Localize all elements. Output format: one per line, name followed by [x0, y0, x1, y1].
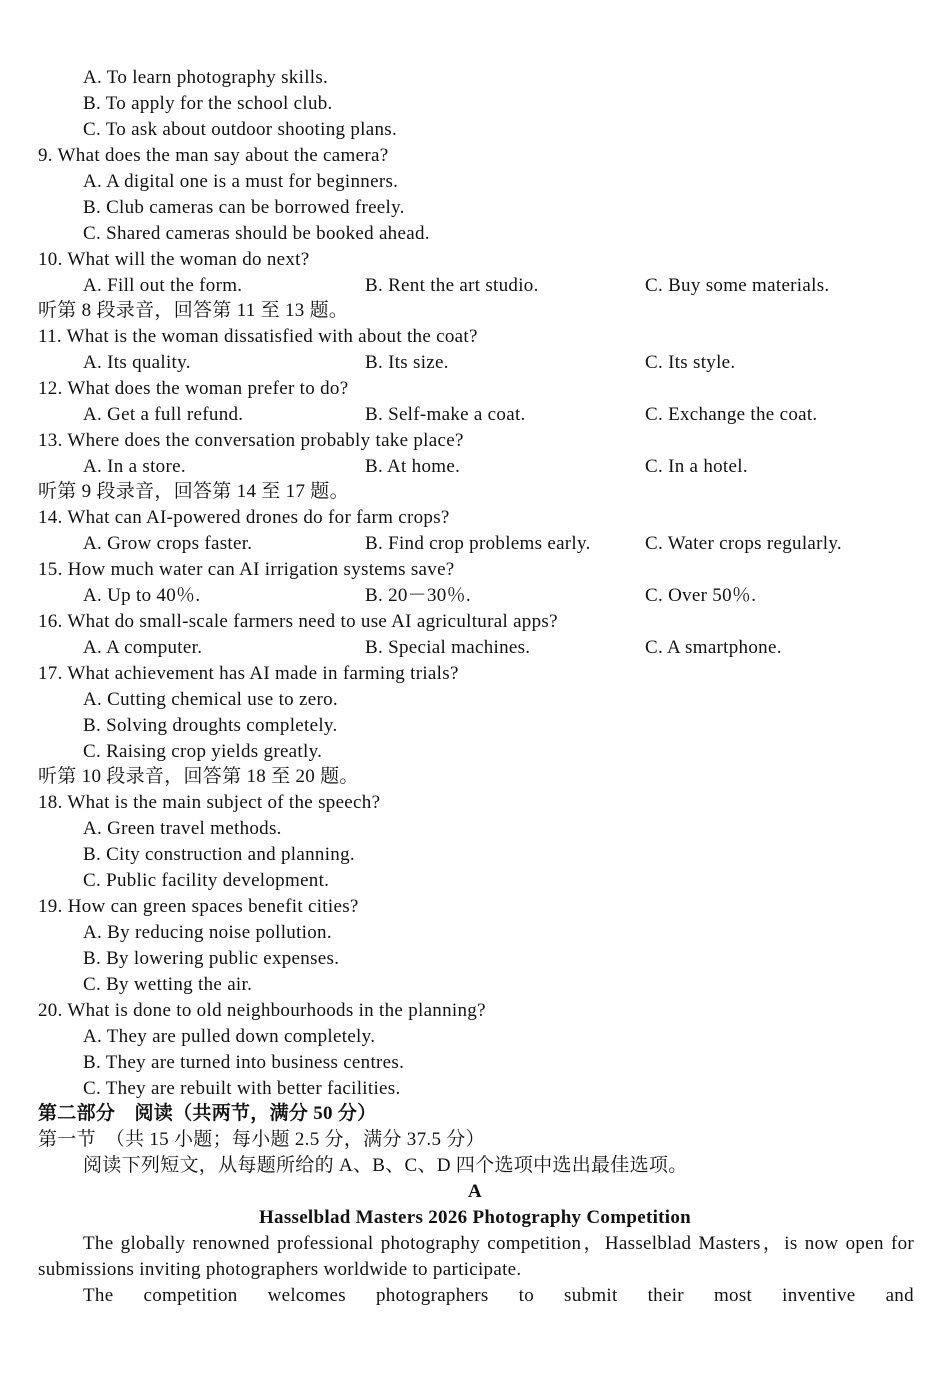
q17-stem: 17. What achievement has AI made in farming trials?: [38, 663, 459, 684]
q12-stem: 12. What does the woman prefer to do?: [38, 378, 349, 399]
q14-option-c: C. Water crops regularly.: [645, 533, 842, 554]
q19-stem: 19. How can green spaces benefit cities?: [38, 896, 359, 917]
q15-option-a: A. Up to 40％.: [83, 585, 201, 606]
word: competition: [143, 1285, 238, 1306]
section-one-heading: 第一节 （共 15 小题；每小题 2.5 分，满分 37.5 分）: [38, 1129, 485, 1150]
q11-option-c: C. Its style.: [645, 352, 736, 373]
q10-option-b: B. Rent the art studio.: [365, 275, 539, 296]
q16-stem: 16. What do small-scale farmers need to use AI agricultural apps?: [38, 611, 558, 632]
passage-paragraph-2-line: [38, 1283, 914, 1309]
q17-option-b: B. Solving droughts completely.: [83, 715, 338, 736]
q17-option-c: C. Raising crop yields greatly.: [83, 741, 323, 762]
q20-option-a: A. They are pulled down completely.: [83, 1026, 376, 1047]
q13-stem: 13. Where does the conversation probably take place?: [38, 430, 464, 451]
section-9-instruction: 听第 9 段录音，回答第 14 至 17 题。: [38, 481, 349, 502]
q13-option-c: C. In a hotel.: [645, 456, 748, 477]
q18-option-b: B. City construction and planning.: [83, 844, 355, 865]
q20-option-c: C. They are rebuilt with better facilities.: [83, 1078, 401, 1099]
q13-option-a: A. In a store.: [83, 456, 186, 477]
q18-option-c: C. Public facility development.: [83, 870, 330, 891]
q11-option-b: B. Its size.: [365, 352, 449, 373]
q20-stem: 20. What is done to old neighbourhoods in the planning?: [38, 1000, 486, 1021]
q9-option-b: B. Club cameras can be borrowed freely.: [83, 197, 405, 218]
q10-stem: 10. What will the woman do next?: [38, 249, 310, 270]
q15-option-b: B. 20－30％.: [365, 585, 471, 606]
passage-letter: A: [467, 1181, 483, 1202]
reading-instruction: 阅读下列短文，从每题所给的 A、B、C、D 四个选项中选出最佳选项。: [83, 1155, 688, 1176]
q8-option-b: B. To apply for the school club.: [83, 93, 333, 114]
q18-stem: 18. What is the main subject of the speech?: [38, 792, 381, 813]
q12-option-c: C. Exchange the coat.: [645, 404, 818, 425]
q19-option-b: B. By lowering public expenses.: [83, 948, 340, 969]
q8-option-a: A. To learn photography skills.: [83, 67, 329, 88]
q14-option-b: B. Find crop problems early.: [365, 533, 591, 554]
word: submit: [564, 1285, 618, 1306]
word: to: [518, 1285, 534, 1306]
q12-option-b: B. Self-make a coat.: [365, 404, 526, 425]
word: The: [83, 1285, 114, 1306]
word: welcomes: [267, 1285, 346, 1306]
q16-option-c: C. A smartphone.: [645, 637, 782, 658]
q14-stem: 14. What can AI-powered drones do for farm crops?: [38, 507, 450, 528]
q19-option-a: A. By reducing noise pollution.: [83, 922, 332, 943]
passage-title: Hasselblad Masters 2026 Photography Competition: [258, 1207, 692, 1228]
q9-option-c: C. Shared cameras should be booked ahead.: [83, 223, 430, 244]
q13-option-b: B. At home.: [365, 456, 461, 477]
q14-option-a: A. Grow crops faster.: [83, 533, 253, 554]
q15-option-c: C. Over 50％.: [645, 585, 757, 606]
word: their: [647, 1285, 684, 1306]
q8-option-c: C. To ask about outdoor shooting plans.: [83, 119, 398, 140]
q9-stem: 9. What does the man say about the camera?: [38, 145, 389, 166]
q10-option-a: A. Fill out the form.: [83, 275, 243, 296]
section-10-instruction: 听第 10 段录音，回答第 18 至 20 题。: [38, 766, 359, 787]
q15-stem: 15. How much water can AI irrigation systems save?: [38, 559, 455, 580]
q20-option-b: B. They are turned into business centres.: [83, 1052, 405, 1073]
q18-option-a: A. Green travel methods.: [83, 818, 282, 839]
q12-option-a: A. Get a full refund.: [83, 404, 244, 425]
q10-option-c: C. Buy some materials.: [645, 275, 830, 296]
word: inventive: [782, 1285, 856, 1306]
q9-option-a: A. A digital one is a must for beginners.: [83, 171, 399, 192]
passage-paragraph-1: The globally renowned professional photography competition，Hasselblad Masters，is now open for submissions inviting photographers worldwide to participate.: [38, 1233, 914, 1280]
q17-option-a: A. Cutting chemical use to zero.: [83, 689, 338, 710]
q16-option-b: B. Special machines.: [365, 637, 531, 658]
word: most: [713, 1285, 753, 1306]
q19-option-c: C. By wetting the air.: [83, 974, 253, 995]
q11-option-a: A. Its quality.: [83, 352, 191, 373]
word: photographers: [375, 1285, 489, 1306]
section-8-instruction: 听第 8 段录音，回答第 11 至 13 题。: [38, 300, 349, 321]
q11-stem: 11. What is the woman dissatisfied with about the coat?: [38, 326, 478, 347]
part-two-heading: 第二部分 阅读（共两节，满分 50 分）: [38, 1103, 377, 1124]
q16-option-a: A. A computer.: [83, 637, 203, 658]
word: and: [885, 1285, 914, 1306]
